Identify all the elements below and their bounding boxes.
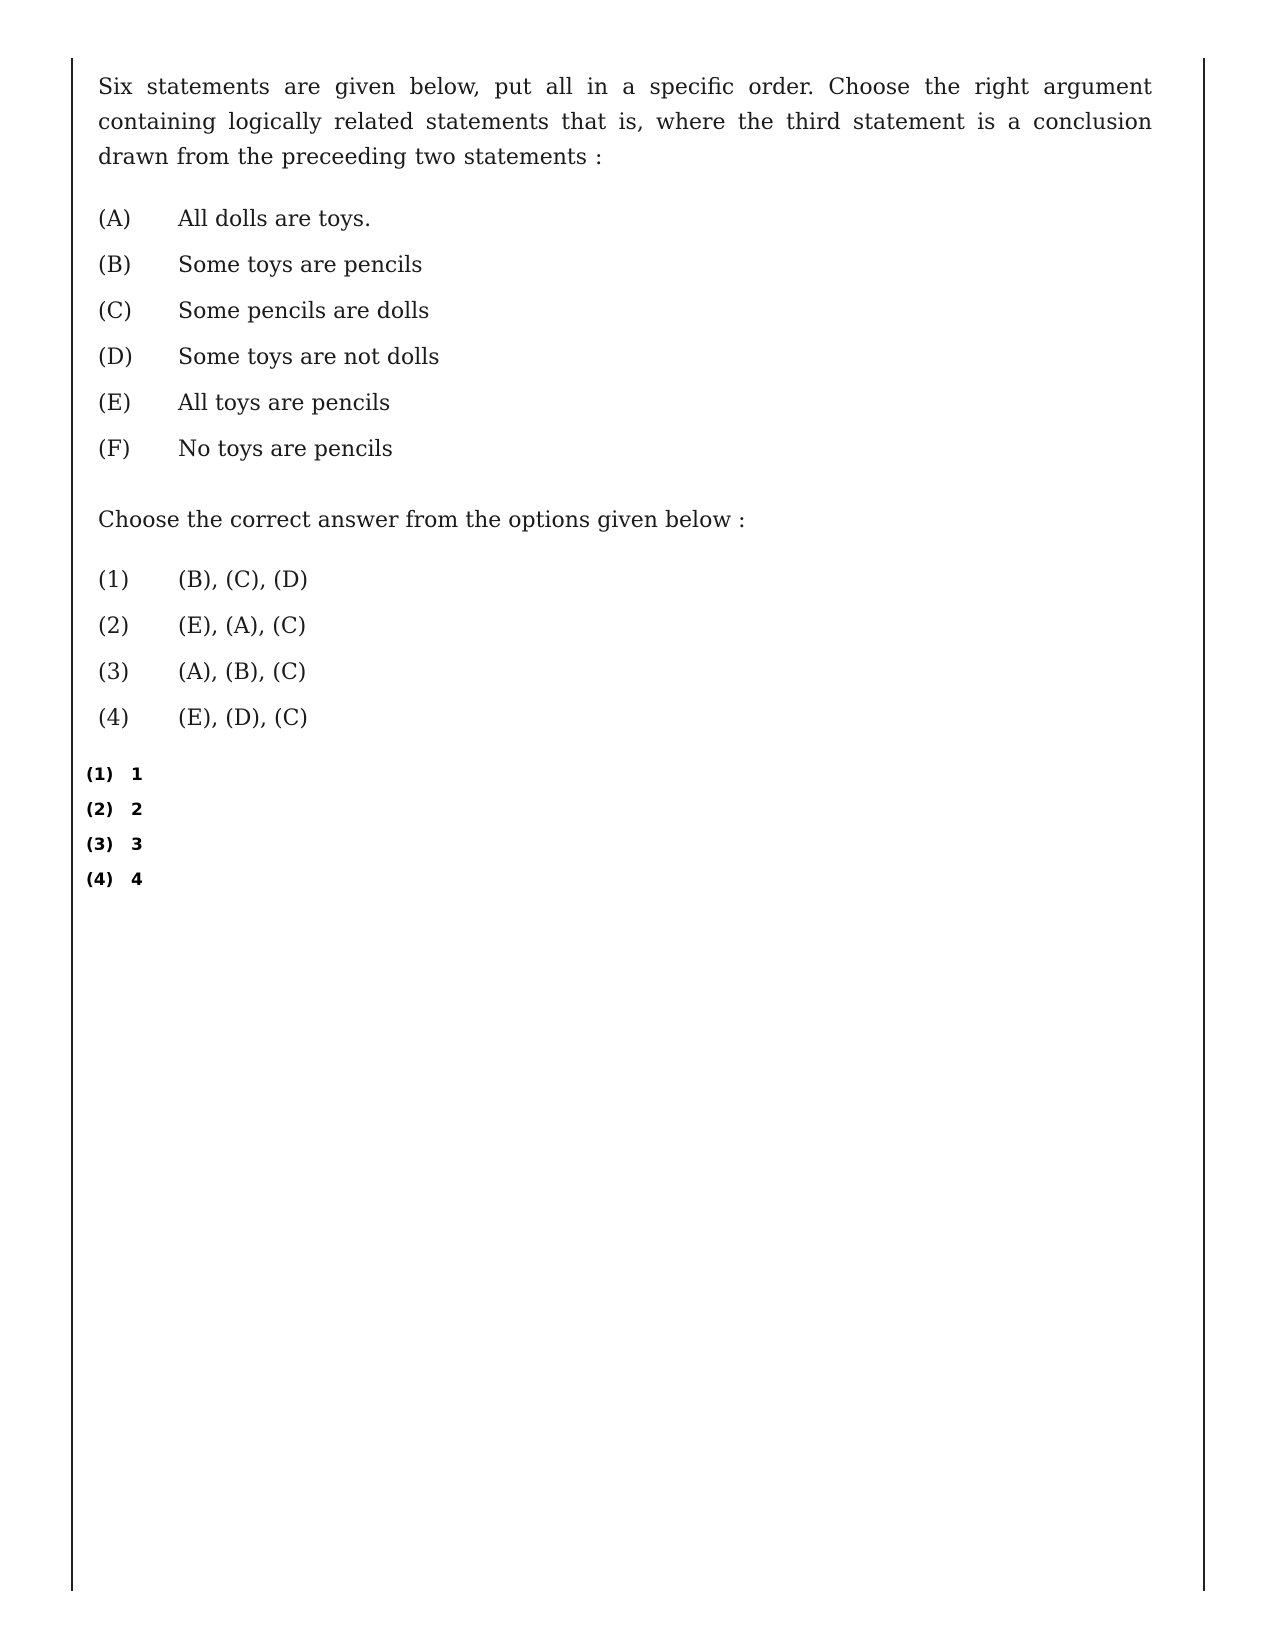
answer-choice-value: 3	[131, 835, 143, 855]
option-label: (3)	[98, 660, 130, 685]
right-border-line	[1203, 58, 1205, 1591]
statement-label: (E)	[98, 391, 132, 416]
option-2	[98, 604, 1152, 650]
option-label: (2)	[98, 614, 130, 639]
statement-label: (A)	[98, 207, 132, 232]
option-text: (B), (C), (D)	[178, 568, 309, 593]
option-1	[98, 558, 1152, 604]
instruction-text: Choose the correct answer from the options given below :	[98, 508, 746, 533]
statement-label: (F)	[98, 437, 131, 462]
answer-choice-number: (1)	[86, 765, 114, 785]
statement-text: Some toys are pencils	[178, 253, 423, 278]
answer-choice-value: 4	[131, 870, 143, 890]
left-border-line	[71, 58, 73, 1591]
question-stem: Six statements are given below, put all in a specific order. Choose the right argument containing logically related statements that is, where the third statement is a conclusion drawn from the preceeding two statements :	[98, 75, 1152, 170]
option-label: (4)	[98, 706, 130, 731]
statement-text: Some toys are not dolls	[178, 345, 440, 370]
option-label: (1)	[98, 568, 130, 593]
answer-choice-value: 2	[131, 800, 143, 820]
statement-f	[98, 427, 1152, 473]
answer-choice-number: (3)	[86, 835, 114, 855]
answer-choices	[86, 758, 143, 898]
statement-list	[98, 197, 1152, 473]
statement-text: No toys are pencils	[178, 437, 393, 462]
answer-choice-3[interactable]	[86, 828, 143, 863]
answer-choice-2[interactable]	[86, 793, 143, 828]
statement-label: (D)	[98, 345, 133, 370]
option-3	[98, 650, 1152, 696]
option-text: (E), (D), (C)	[178, 706, 309, 731]
option-text: (A), (B), (C)	[178, 660, 307, 685]
statement-a	[98, 197, 1152, 243]
statement-c	[98, 289, 1152, 335]
option-text: (E), (A), (C)	[178, 614, 307, 639]
answer-choice-number: (2)	[86, 800, 114, 820]
option-list	[98, 558, 1152, 742]
answer-choice-value: 1	[131, 765, 143, 785]
statement-b	[98, 243, 1152, 289]
statement-text: All toys are pencils	[178, 391, 391, 416]
statement-text: Some pencils are dolls	[178, 299, 430, 324]
statement-label: (C)	[98, 299, 132, 324]
answer-choice-number: (4)	[86, 870, 114, 890]
statement-d	[98, 335, 1152, 381]
statement-e	[98, 381, 1152, 427]
statement-label: (B)	[98, 253, 132, 278]
question-block	[98, 70, 1152, 742]
statement-text: All dolls are toys.	[178, 207, 372, 232]
answer-choice-4[interactable]	[86, 863, 143, 898]
option-4	[98, 696, 1152, 742]
answer-choice-1[interactable]	[86, 758, 143, 793]
